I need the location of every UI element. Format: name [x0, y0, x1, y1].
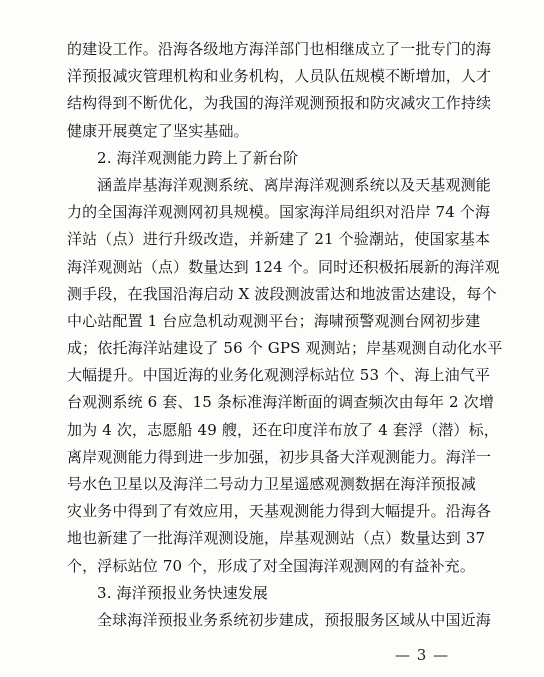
body-line-11: 中心站配置 1 台应急机动观测平台；海啸预警观测台网初步建	[67, 311, 481, 330]
body-line-1: 的建设工作。沿海各级地方海洋部门也相继成立了一批专门的海	[67, 40, 492, 58]
page-number: — 3 —	[395, 646, 450, 664]
body-line-16: 离岸观测能力得到进一步加强，初步具备大洋观测能力。海洋一	[67, 447, 492, 466]
body-line-22: 全球海洋预报业务系统初步建成，预报服务区域从中国近海	[97, 610, 491, 629]
body-line-7: 力的全国海洋观测网初具规模。国家海洋局组织对沿岸 74 个海	[67, 203, 491, 222]
section-heading-2: 2. 海洋观测能力跨上了新台阶	[97, 148, 299, 167]
body-line-18: 灾业务中得到了有效应用，天基观测能力得到大幅提升。沿海各	[67, 502, 492, 521]
body-line-12: 成；依托海洋站建设了 56 个 GPS 观测站；岸基观测自动化水平	[67, 339, 503, 358]
body-line-9: 海洋观测站（点）数量达到 124 个。同时还积极拓展新的海洋观	[67, 257, 500, 276]
body-line-19: 地也新建了一批海洋观测设施，岸基观测站（点）数量达到 37	[67, 529, 486, 548]
body-line-8: 洋站（点）进行升级改造，并新建了 21 个验潮站，使国家基本	[67, 230, 491, 249]
body-line-4: 健康开展奠定了坚实基础。	[67, 121, 249, 140]
body-line-10: 测手段，在我国沿海启动 X 波段测波雷达和地波雷达建设，每个	[67, 284, 497, 303]
body-line-6: 涵盖岸基海洋观测系统、离岸海洋观测系统以及天基观测能	[97, 175, 491, 194]
body-line-2: 洋预报减灾管理机构和业务机构，人员队伍规模不断增加，人才	[67, 67, 492, 86]
section-heading-3: 3. 海洋预报业务快速发展	[97, 583, 269, 602]
body-line-20: 个，浮标站位 70 个，形成了对全国海洋观测网的有益补充。	[67, 556, 475, 575]
body-line-14: 台观测系统 6 套、15 条标准海洋断面的调查频次由每年 2 次增	[67, 393, 494, 412]
body-line-15: 加为 4 次，志愿船 49 艘，还在印度洋布放了 4 套浮（潜）标，	[67, 420, 499, 439]
body-line-3: 结构得到不断优化，为我国的海洋观测预报和防灾减灾工作持续	[67, 94, 492, 113]
body-line-17: 号水色卫星以及海洋二号动力卫星遥感观测数据在海洋预报减	[67, 475, 477, 493]
body-text	[67, 36, 503, 634]
body-line-13: 大幅提升。中国近海的业务化观测浮标站位 53 个、海上油气平	[67, 366, 491, 385]
